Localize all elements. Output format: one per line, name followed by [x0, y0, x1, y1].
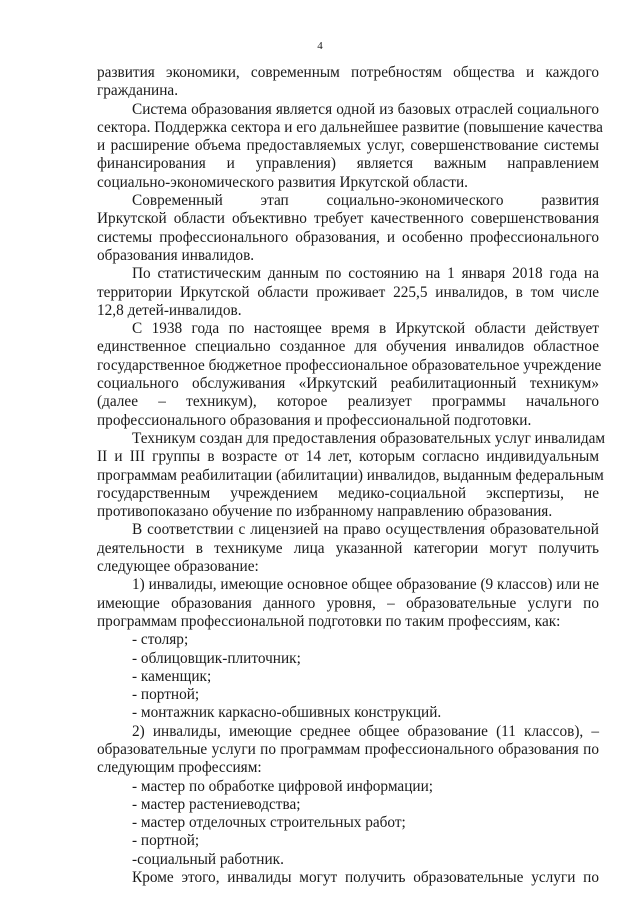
- list-item: [97, 704, 599, 722]
- list-item: [97, 851, 599, 869]
- list-item-text: - мастер растениеводства;: [132, 795, 301, 813]
- paragraph: [97, 521, 599, 576]
- list-item-text: - каменщик;: [132, 667, 212, 685]
- list-item: [97, 686, 599, 704]
- list-item-text: - портной;: [132, 686, 200, 704]
- paragraph-line: деятельности в техникуме лица указанной категории могут получить: [97, 539, 599, 557]
- paragraph-line: В соответствии с лицензией на право осуществления образовательной: [132, 521, 599, 539]
- list-item: [97, 832, 599, 850]
- list-item-text: - мастер по обработке цифровой информации;: [132, 777, 434, 795]
- paragraph-line: программам профессиональной подготовки по таким профессиям, как:: [97, 612, 561, 630]
- paragraph-line: единственное специально созданное для обучения инвалидов областное: [97, 338, 599, 356]
- paragraph: [97, 429, 606, 521]
- paragraph-line: Кроме этого, инвалиды могут получить образовательные услуги по: [132, 869, 599, 887]
- paragraph-line: Техникум создан для предоставления образовательных услуг инвалидам: [132, 429, 606, 447]
- list-item-text: - облицовщик-плиточник;: [132, 649, 301, 667]
- paragraph-line: социально-экономического развития Иркутской области.: [97, 173, 468, 191]
- paragraph-line: гражданина.: [97, 82, 179, 100]
- list-item-text: - столяр;: [132, 631, 189, 649]
- list-item: [97, 631, 599, 649]
- list-item: [97, 668, 599, 686]
- paragraph-line: Система образования является одной из базовых отраслей социального: [132, 100, 599, 118]
- paragraph-line: 1) инвалиды, имеющие основное общее образование (9 классов) или не: [132, 576, 600, 594]
- paragraph-line: профессионального образования и профессиональной подготовки.: [97, 411, 532, 429]
- document-body: [97, 64, 606, 887]
- paragraph-line: 2) инвалиды, имеющие среднее общее образование (11 классов), –: [132, 722, 599, 740]
- paragraph-line: и расширение объема предоставляемых услуг, совершенствование системы: [97, 137, 599, 155]
- paragraph-line: По статистическим данным по состоянию на 1 января 2018 года на: [132, 265, 599, 283]
- paragraph-line: государственное бюджетное профессиональное образовательное учреждение: [97, 356, 602, 374]
- paragraph-line: II и III группы в возрасте от 14 лет, которым согласно индивидуальным: [97, 448, 599, 466]
- paragraph-line: (далее – техникум), которое реализует программы начального: [97, 393, 599, 411]
- list-item: [97, 814, 599, 832]
- paragraph-line: программам реабилитации (абилитации) инвалидов, выданным федеральным: [97, 466, 604, 484]
- list-item-text: -социальный работник.: [132, 850, 284, 868]
- list-item: [97, 796, 599, 814]
- paragraph-line: образовательные услуги по программам профессионального образования по: [97, 740, 599, 758]
- paragraph-line: сектора. Поддержка сектора и его дальнейшее развитие (повышение качества: [97, 118, 603, 136]
- paragraph-line: противопоказано обучение по избранному направлению образования.: [97, 503, 553, 521]
- paragraph-line: имеющие образования данного уровня, – образовательные услуги по: [97, 594, 599, 612]
- paragraph-line: следующее образование:: [97, 558, 259, 576]
- page-number: 4: [317, 40, 323, 52]
- paragraph: [97, 723, 599, 778]
- list-item-text: - монтажник каркасно-обшивных конструкций.: [132, 704, 442, 722]
- paragraph-line: государственным учреждением медико-социальной экспертизы, не: [97, 484, 599, 502]
- paragraph-line: территории Иркутской области проживает 225,5 инвалидов, в том числе: [97, 283, 599, 301]
- paragraph-line: Иркутской области объективно требует качественного совершенствования: [97, 210, 599, 228]
- paragraph: [97, 576, 599, 631]
- paragraph-line: финансирования и управления) является важным направлением: [97, 155, 599, 173]
- list-item: [97, 778, 599, 796]
- paragraph-line: Современный этап социально-экономического развития: [132, 192, 599, 210]
- paragraph: [97, 100, 603, 192]
- paragraph-line: следующим профессиям:: [97, 759, 262, 777]
- paragraph: [97, 64, 599, 101]
- paragraph-line: социального обслуживания «Иркутский реабилитационный техникум»: [97, 375, 599, 393]
- paragraph-line: развития экономики, современным потребностям общества и каждого: [97, 64, 599, 81]
- paragraph-line: образования инвалидов.: [97, 246, 255, 264]
- list-item-text: - портной;: [132, 832, 200, 850]
- paragraph: [97, 869, 599, 887]
- list-item: [97, 650, 599, 668]
- paragraph: [97, 265, 599, 320]
- paragraph-line: 12,8 детей-инвалидов.: [97, 301, 242, 319]
- paragraph-line: системы профессионального образования, и особенно профессионального: [97, 228, 599, 246]
- paragraph-line: С 1938 года по настоящее время в Иркутской области действует: [132, 320, 599, 338]
- list-item-text: - мастер отделочных строительных работ;: [132, 814, 406, 832]
- paragraph: [97, 320, 602, 430]
- paragraph: [97, 192, 599, 265]
